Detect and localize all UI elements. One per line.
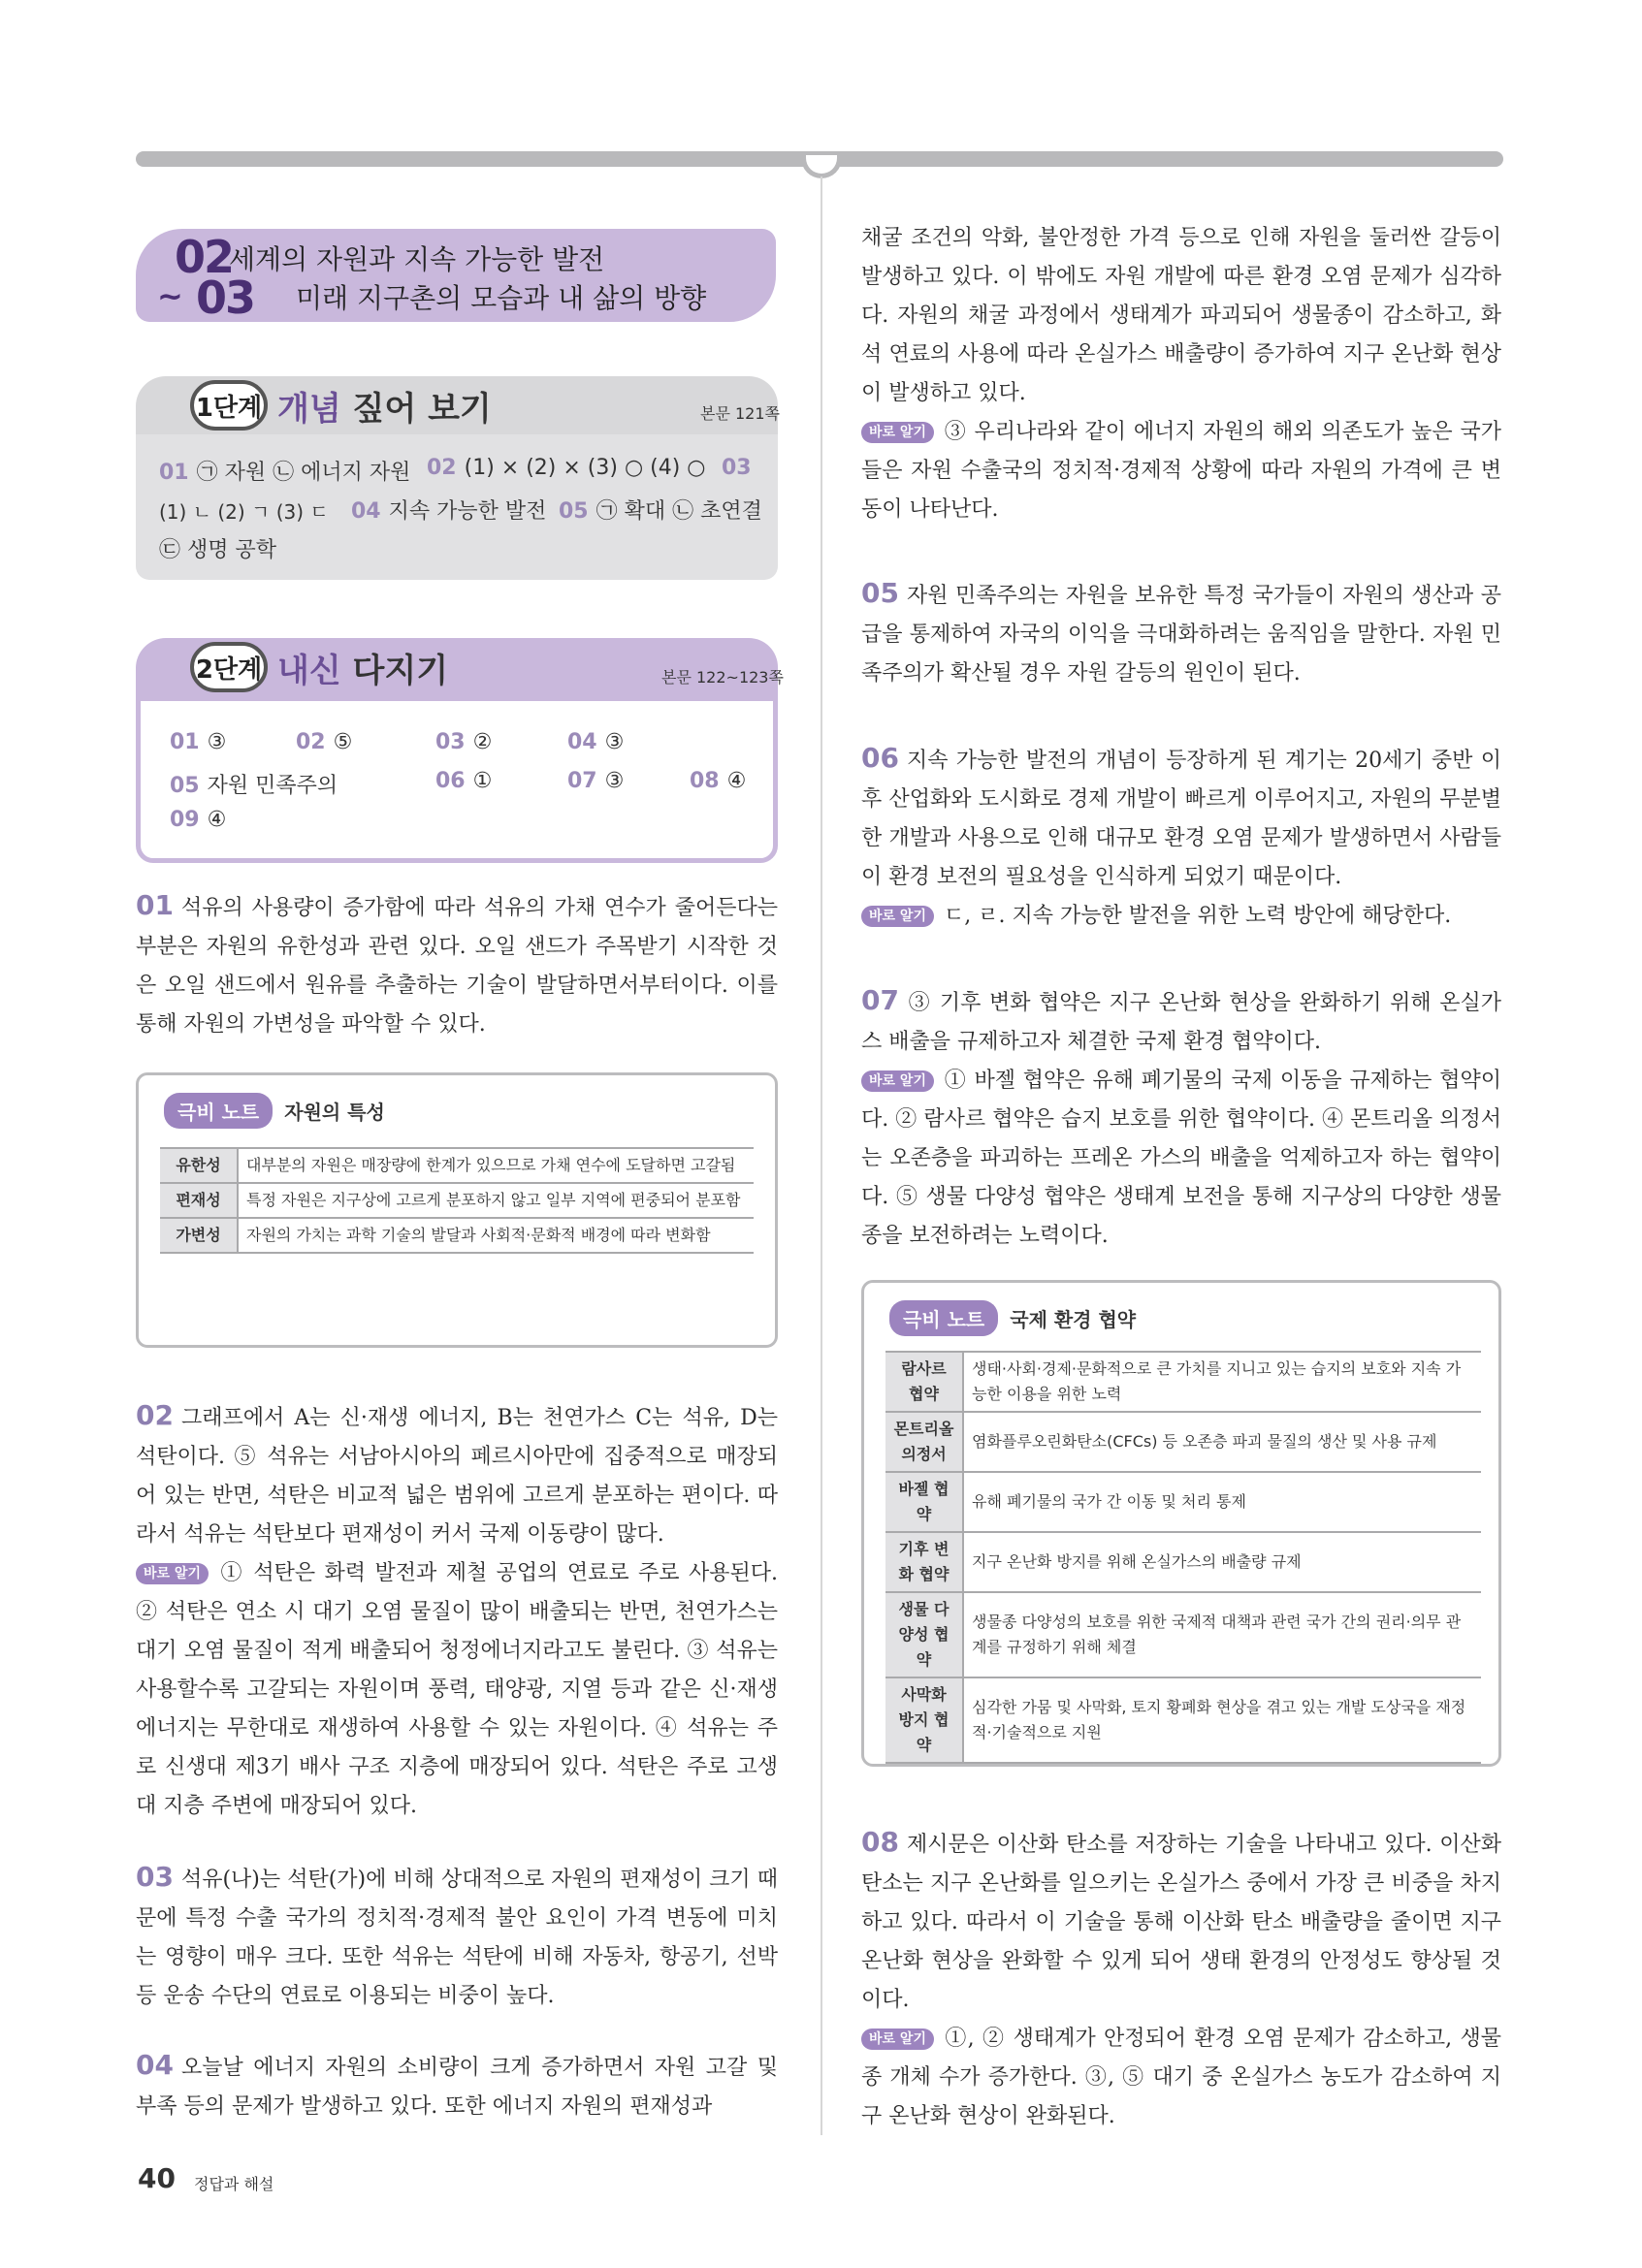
stage1-title-rest: 짚어 보기 <box>340 390 492 429</box>
explanation-number: 05 <box>861 577 899 609</box>
stage2-answer <box>170 808 226 832</box>
stage2-title-accent: 내신 <box>277 652 341 690</box>
note-table <box>160 1147 754 1254</box>
answer-text: 자원 민족주의 <box>207 774 338 798</box>
row-key: 생물 다양성 협약 <box>885 1592 963 1677</box>
answer-text: ㉠ 자원 ㉡ 에너지 자원 <box>196 461 411 485</box>
note-badge: 극비 노트 <box>164 1093 273 1129</box>
stage1-answer <box>159 496 329 525</box>
explanation-number: 04 <box>136 2049 174 2081</box>
explanation-text: ③ 기후 변화 협약은 지구 온난화 현상을 완화하기 위해 온실가스 배출을 규제하고자 체결한 국제 환경 협약이다. <box>861 991 1501 1054</box>
row-key: 사막화 방지 협약 <box>885 1677 963 1763</box>
stage1-answer <box>559 495 762 525</box>
chapter-title-2: 미래 지구촌의 모습과 내 삶의 방향 <box>296 282 707 314</box>
row-key: 편재성 <box>160 1183 238 1218</box>
row-value: 자원의 가치는 과학 기술의 발달과 사회적·문화적 배경에 따라 변화함 <box>238 1218 754 1253</box>
answer-text: ㉠ 확대 ㉡ 초연결 <box>596 499 762 524</box>
explanation-number: 01 <box>136 889 174 921</box>
baro-badge: 바로 알기 <box>136 1563 209 1584</box>
answer-text: (1) × (2) × (3) ○ (4) ○ <box>464 456 706 480</box>
stage1-title-accent: 개념 <box>277 390 341 429</box>
row-key: 몬트리올 의정서 <box>885 1412 963 1472</box>
answer-text: ④ <box>726 769 747 793</box>
answer-number: 03 <box>435 730 466 754</box>
page-number: 40 <box>138 2162 176 2194</box>
chapter-title-1: 세계의 자원과 지속 가능한 발전 <box>229 243 605 275</box>
answer-number: 02 <box>296 730 326 754</box>
baro-badge: 바로 알기 <box>861 422 934 443</box>
answer-text: ④ <box>207 808 227 832</box>
answer-text: ③ <box>604 769 625 793</box>
baro-badge: 바로 알기 <box>861 1070 934 1092</box>
note-table <box>885 1351 1481 1764</box>
chapter-number-end: 03 <box>196 272 255 324</box>
answer-text: ① <box>472 769 493 793</box>
explanation-02 <box>136 1396 778 1826</box>
stage1-page-ref: 본문 121쪽 <box>700 404 780 423</box>
explanation-number: 07 <box>861 984 899 1016</box>
table-row <box>885 1352 1481 1412</box>
explanation-number: 06 <box>861 742 899 774</box>
stage2-answer <box>567 730 624 754</box>
answer-text: 지속 가능한 발전 <box>388 499 547 524</box>
baro-text: ① 바젤 협약은 유해 폐기물의 국제 이동을 규제하는 협약이다. ② 람사르 협약은 습지 보호를 위한 협약이다. ④ 몬트리올 의정서는 오존층을 파괴하는 프레온 가스의 배출을 억제하고자 하는 협약이다. ⑤ 생물 다양성 협약은 생태계 보전을 통해 지구상의 다양한 생물종을 보전하려는 노력이다. <box>861 1069 1501 1248</box>
table-row <box>885 1412 1481 1472</box>
table-row <box>160 1183 754 1218</box>
answer-number: 04 <box>567 730 597 754</box>
explanation-text: 오늘날 에너지 자원의 소비량이 크게 증가하면서 자원 고갈 및 부족 등의 문제가 발생하고 있다. 또한 에너지 자원의 편재성과 <box>136 2056 778 2119</box>
explanation-06 <box>861 739 1501 936</box>
answer-text: (1) ㄴ (2) ㄱ (3) ㄷ <box>159 500 329 524</box>
answer-text: ⑤ <box>333 730 353 754</box>
answer-number: 02 <box>427 456 457 480</box>
explanation-number: 03 <box>136 1861 174 1893</box>
answer-number: 04 <box>351 499 381 524</box>
stage1-title <box>277 382 492 430</box>
baro-text: ①, ② 생태계가 안정되어 환경 오염 문제가 감소하고, 생물종 개체 수가 증가한다. ③, ⑤ 대기 중 온실가스 농도가 감소하여 지구 온난화 현상이 완화된다. <box>861 2027 1501 2128</box>
explanation-number: 02 <box>136 1399 174 1431</box>
top-rule-notch <box>801 155 842 178</box>
table-row <box>160 1218 754 1253</box>
explanation-text: 석유(나)는 석탄(가)에 비해 상대적으로 자원의 편재성이 크기 때문에 특정 수출 국가의 정치적·경제적 불안 요인이 가격 변동에 미치는 영향이 매우 크다. 또한 석유는 석탄에 비해 자동차, 항공기, 선박 등 운송 수단의 연료로 이용되는 비중이 높다. <box>136 1868 778 2008</box>
answer-number: 05 <box>559 499 589 524</box>
stage2-answer <box>435 769 492 793</box>
explanation-04-continued <box>861 219 1501 529</box>
table-row <box>885 1532 1481 1592</box>
stage2-answer <box>690 769 746 793</box>
stage2-title-rest: 다지기 <box>340 652 449 690</box>
stage2-badge: 2단계 <box>190 642 268 692</box>
answer-number: 07 <box>567 769 597 793</box>
answer-number: 09 <box>170 808 200 832</box>
baro-badge: 바로 알기 <box>861 906 934 927</box>
answer-text: ② <box>472 730 493 754</box>
row-key: 바젤 협약 <box>885 1472 963 1532</box>
note-badge: 극비 노트 <box>889 1300 998 1336</box>
baro-badge: 바로 알기 <box>861 2028 934 2050</box>
explanation-text: 자원 민족주의는 자원을 보유한 특정 국가들이 자원의 생산과 공급을 통제하여 자국의 이익을 극대화하려는 움직임을 말한다. 자원 민족주의가 확산될 경우 자원 갈등의 원인이 된다. <box>861 584 1501 686</box>
explanation-text: 그래프에서 A는 신·재생 에너지, B는 천연가스 C는 석유, D는 석탄이다. ⑤ 석유는 서남아시아의 페르시아만에 집중적으로 매장되어 있는 반면, 석탄은 비교적 넓은 범위에 고르게 분포하는 편이다. 따라서 석유는 석탄보다 편재성이 커서 국제 이동량이 많다. <box>136 1406 778 1547</box>
explanation-text: 석유의 사용량이 증가함에 따라 석유의 가채 연수가 줄어든다는 부분은 자원의 유한성과 관련 있다. 오일 샌드가 주목받기 시작한 것은 오일 샌드에서 원유를 추출하는 기술이 발달하면서부터이다. 이를 통해 자원의 가변성을 파악할 수 있다. <box>136 896 778 1037</box>
answer-number: 01 <box>170 730 200 754</box>
row-key: 람사르 협약 <box>885 1352 963 1412</box>
row-value: 염화플루오린화탄소(CFCs) 등 오존층 파괴 물질의 생산 및 사용 규제 <box>963 1412 1481 1472</box>
note-header <box>164 1093 385 1129</box>
stage2-answer <box>435 730 492 754</box>
stage2-answer <box>170 769 338 799</box>
table-row <box>885 1472 1481 1532</box>
row-key: 유한성 <box>160 1148 238 1183</box>
explanation-text: 채굴 조건의 악화, 불안정한 가격 등으로 인해 자원을 둘러싼 갈등이 발생하고 있다. 이 밖에도 자원 개발에 따른 환경 오염 문제가 심각하다. 자원의 채굴 과정에서 생태계가 파괴되어 생물종이 감소하고, 화석 연료의 사용에 따라 온실가스 배출량이 증가하여 지구 온난화 현상이 발생하고 있다. <box>861 226 1501 405</box>
column-divider <box>821 176 822 2135</box>
stage1-answer <box>722 456 759 480</box>
stage2-page-ref: 본문 122~123쪽 <box>661 668 784 687</box>
chapter-number-start: 02 <box>175 231 234 283</box>
explanation-text: 제시문은 이산화 탄소를 저장하는 기술을 나타내고 있다. 이산화 탄소는 지구 온난화를 일으키는 온실가스 중에서 가장 큰 비중을 차지하고 있다. 따라서 이 기술을 통해 이산화 탄소 배출량을 줄이면 지구 온난화 현상을 완화할 수 있게 되어 생태 환경의 안정성도 향상될 것이다. <box>861 1833 1501 2012</box>
stage2-answer <box>567 769 624 793</box>
chapter-header <box>136 229 776 322</box>
answer-text: ③ <box>604 730 625 754</box>
stage1-answer-box <box>136 434 778 580</box>
explanation-07 <box>861 981 1501 1256</box>
table-row <box>885 1592 1481 1677</box>
stage1-answer <box>159 533 276 563</box>
explanation-08 <box>861 1823 1501 2136</box>
row-value: 생태·사회·경제·문화적으로 큰 가치를 지니고 있는 습지의 보호와 지속 가능한 이용을 위한 노력 <box>963 1352 1481 1412</box>
stage1-answer <box>427 456 706 480</box>
explanation-text: 지속 가능한 발전의 개념이 등장하게 된 계기는 20세기 중반 이후 산업화와 도시화로 경제 개발이 빠르게 이루어지고, 자원의 무분별한 개발과 사용으로 인해 대규모 환경 오염 문제가 발생하면서 사람들이 환경 보전의 필요성을 인식하게 되었기 때문이다. <box>861 749 1501 889</box>
answer-number: 01 <box>159 461 189 485</box>
note-resource-traits <box>136 1072 778 1348</box>
stage2-title <box>277 644 448 691</box>
row-key: 가변성 <box>160 1218 238 1253</box>
baro-text: ㄷ, ㄹ. 지속 가능한 발전을 위한 노력 방안에 해당한다. <box>943 904 1452 928</box>
note-title: 자원의 특성 <box>284 1101 385 1124</box>
baro-text: ① 석탄은 화력 발전과 제철 공업의 연료로 주로 사용된다. ② 석탄은 연소 시 대기 오염 물질이 많이 배출되는 반면, 천연가스는 대기 오염 물질이 적게 배출되어 청정에너지라고도 불린다. ③ 석유는 사용할수록 고갈되는 자원이며 풍력, 태양광, 지열 등과 같은 신·재생 에너지는 무한대로 재생하여 사용할 수 있는 자원이다. ④ 석유는 주로 신생대 제3기 배사 구조 지층에 매장되어 있다. 석탄은 주로 고생대 지층 주변에 매장되어 있다. <box>136 1561 778 1818</box>
row-value: 생물종 다양성의 보호를 위한 국제적 대책과 관련 국가 간의 권리·의무 관계를 규정하기 위해 체결 <box>963 1592 1481 1677</box>
answer-number: 03 <box>722 456 752 480</box>
explanation-05 <box>861 574 1501 693</box>
row-value: 특정 자원은 지구상에 고르게 분포하지 않고 일부 지역에 편중되어 분포함 <box>238 1183 754 1218</box>
stage2-answer <box>296 730 352 754</box>
answer-number: 05 <box>170 774 200 798</box>
stage1-badge: 1단계 <box>190 380 268 431</box>
row-key: 기후 변화 협약 <box>885 1532 963 1592</box>
note-header <box>889 1300 1136 1336</box>
answer-number: 08 <box>690 769 720 793</box>
baro-text: ③ 우리나라와 같이 에너지 자원의 해외 의존도가 높은 국가들은 자원 수출국의 정치적·경제적 상황에 따라 자원의 가격에 큰 변동이 나타난다. <box>861 420 1501 522</box>
note-environment-treaties <box>861 1280 1501 1767</box>
stage1-answer <box>159 456 410 486</box>
explanation-number: 08 <box>861 1826 899 1858</box>
footer-label: 정답과 해설 <box>194 2175 274 2193</box>
explanation-03 <box>136 1858 778 2016</box>
row-value: 유해 폐기물의 국가 간 이동 및 처리 통제 <box>963 1472 1481 1532</box>
row-value: 지구 온난화 방지를 위해 온실가스의 배출량 규제 <box>963 1532 1481 1592</box>
stage2-answer <box>170 730 226 754</box>
answer-number: 06 <box>435 769 466 793</box>
table-row <box>885 1677 1481 1763</box>
answer-text: ③ <box>207 730 227 754</box>
stage1-answer <box>351 495 546 525</box>
explanation-01 <box>136 886 778 1044</box>
table-row <box>160 1148 754 1183</box>
row-value: 대부분의 자원은 매장량에 한계가 있으므로 가채 연수에 도달하면 고갈됨 <box>238 1148 754 1183</box>
stage2-answer-box <box>136 696 778 863</box>
chapter-range-tilde: ~ <box>157 277 183 314</box>
answer-text: ㉢ 생명 공학 <box>159 538 276 562</box>
explanation-04 <box>136 2046 778 2126</box>
row-value: 심각한 가뭄 및 사막화, 토지 황폐화 현상을 겪고 있는 개발 도상국을 재정적·기술적으로 지원 <box>963 1677 1481 1763</box>
note-title: 국제 환경 협약 <box>1010 1308 1137 1331</box>
